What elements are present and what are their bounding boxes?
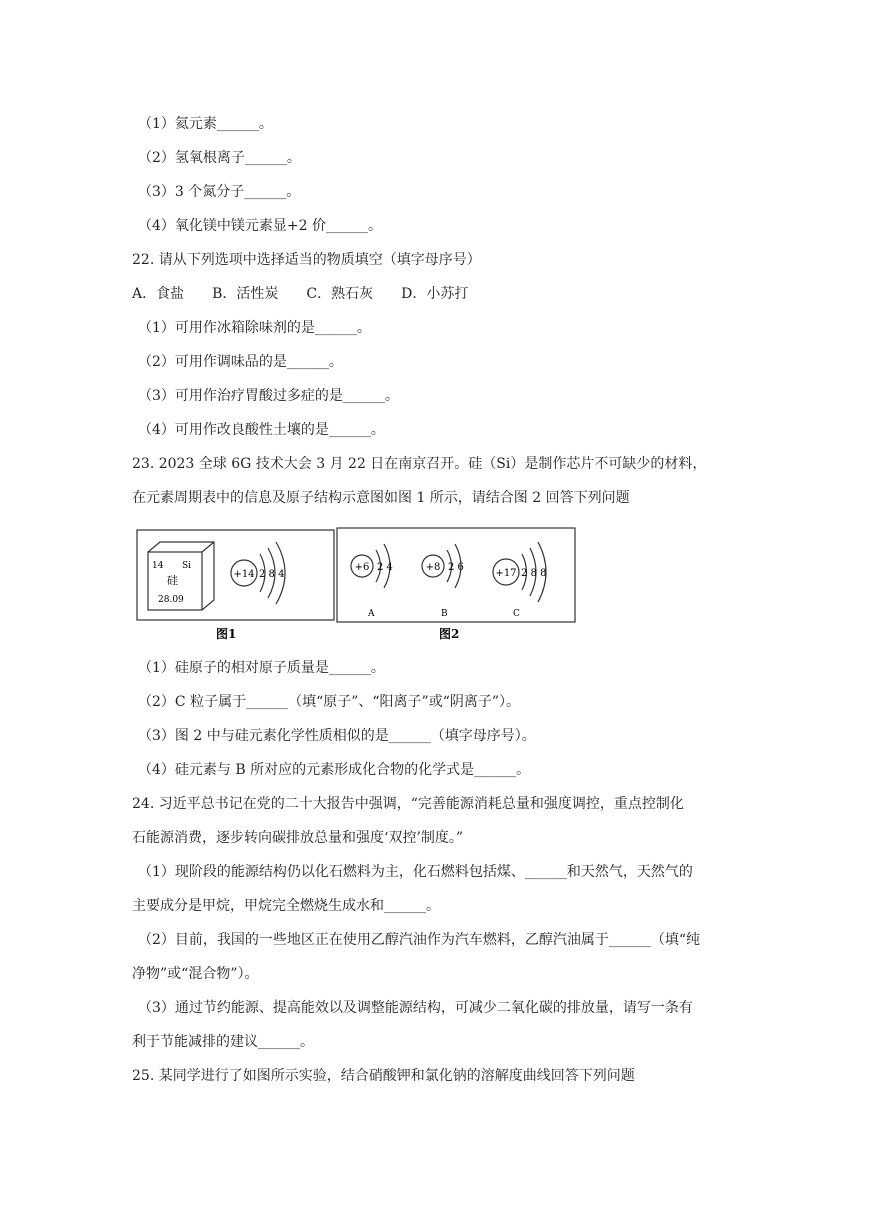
q24-stem-2: 石能源消费，逐步转向碳排放总量和强度‘双控’制度。” [132,830,464,846]
q24-item-1b: 主要成分是甲烷，甲烷完全燃烧生成水和______。 [132,898,440,914]
fig1-caption: 图1 [216,627,237,641]
q24-item-1a: （1）现阶段的能源结构仍以化石燃料为主，化石燃料包括煤、______和天然气，天然气的 [138,864,693,880]
si-nucleus-charge: +14 [233,569,255,580]
q21-item-4: （4）氧化镁中镁元素显+2 价______。 [138,218,382,234]
atom-a-charge: +6 [354,562,370,573]
element-number: 14 [152,561,164,571]
q22-item-2: （2）可用作调味品的是______。 [138,354,343,370]
q22-item-4: （4）可用作改良酸性土壤的是______。 [138,422,385,438]
q21-item-2: （2）氢氧根离子______。 [138,150,301,166]
q21-item-1: （1）氦元素______。 [138,116,273,132]
atom-c-shells: 2 8 8 [521,568,547,579]
q22-stem: 22. 请从下列选项中选择适当的物质填空（填字母序号） [132,252,481,268]
q23-item-3: （3）图 2 中与硅元素化学性质相似的是______（填字母序号）。 [138,728,536,744]
atom-c-label: C [513,609,520,619]
q22-options: A．食盐 B．活性炭 C．熟石灰 D．小苏打 [132,286,469,302]
q24-item-3a: （3）通过节约能源、提高能效以及调整能源结构，可减少二氧化碳的排放量，请写一条有 [138,1000,693,1016]
q24-item-2b: 净物”或“混合物”）。 [132,966,259,982]
atom-c-charge: +17 [495,568,517,579]
q25-stem: 25. 某同学进行了如图所示实验，结合硝酸钾和氯化钠的溶解度曲线回答下列问题 [132,1068,635,1084]
q22-item-1: （1）可用作冰箱除味剂的是______。 [138,320,371,336]
element-mass: 28.09 [158,595,184,605]
q23-stem-1: 23. 2023 全球 6G 技术大会 3 月 22 日在南京召开。硅（Si）是制作芯片不可缺少的材料， [132,456,707,472]
atom-b-label: B [441,609,448,619]
atom-b-shells: 2 6 [448,562,464,573]
element-name: 硅 [167,574,178,587]
atom-a-label: A [368,609,375,619]
fig2-caption: 图2 [439,627,460,641]
q23-item-4: （4）硅元素与 B 所对应的元素形成化合物的化学式是______。 [138,762,531,778]
element-symbol: Si [182,561,192,571]
q23-item-1: （1）硅原子的相对原子质量是______。 [138,660,385,676]
atom-b-charge: +8 [425,562,441,573]
q22-item-3: （3）可用作治疗胃酸过多症的是______。 [138,388,399,404]
q23-item-2: （2）C 粒子属于______（填“原子”、“阳离子”或“阴离子”）。 [138,694,521,710]
q21-item-3: （3）3 个氮分子______。 [138,184,301,200]
q24-stem-1: 24. 习近平总书记在党的二十大报告中强调，“完善能源消耗总量和强度调控，重点控制化 [132,796,684,812]
si-electron-shells: 2 8 4 [259,569,285,580]
atom-structure-figure [136,524,578,644]
q24-item-3b: 利于节能减排的建议______。 [132,1034,314,1050]
atom-a-shells: 2 4 [377,562,393,573]
q23-stem-2: 在元素周期表中的信息及原子结构示意图如图 1 所示，请结合图 2 回答下列问题 [132,490,630,506]
q24-item-2a: （2）目前，我国的一些地区正在使用乙醇汽油作为汽车燃料，乙醇汽油属于______（填“纯 [138,932,701,948]
